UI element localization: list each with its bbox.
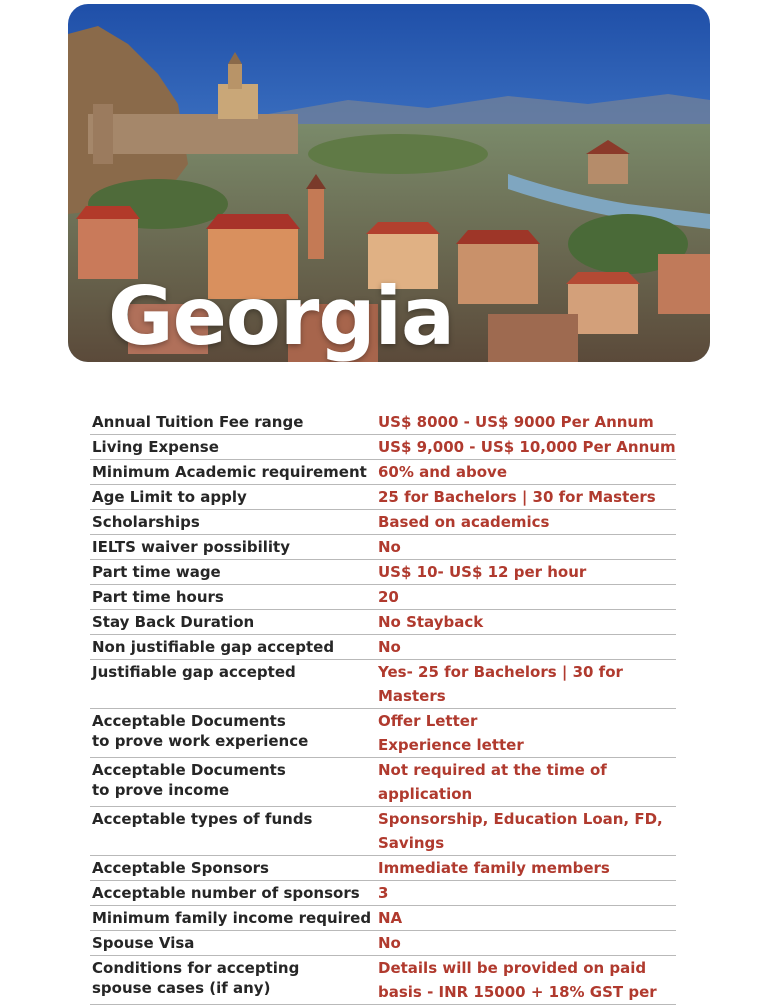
row-label: Living Expense (92, 438, 219, 456)
row-value: Offer Letter Experience letter (378, 712, 524, 754)
table-row (90, 435, 676, 460)
row-value: Sponsorship, Education Loan, FD, Savings (378, 810, 663, 852)
row-value: US$ 9,000 - US$ 10,000 Per Annum (378, 438, 676, 456)
row-label: Spouse Visa (92, 934, 195, 952)
row-value: 25 for Bachelors | 30 for Masters (378, 488, 656, 506)
table-row (90, 585, 676, 610)
row-value: NA (378, 909, 403, 927)
table-row (90, 758, 676, 807)
row-value: No (378, 934, 401, 952)
table-row (90, 560, 676, 585)
table-row (90, 956, 676, 1005)
row-value: Immediate family members (378, 859, 610, 877)
row-label: Acceptable number of sponsors (92, 884, 360, 902)
table-row (90, 410, 676, 435)
row-label: Annual Tuition Fee range (92, 413, 304, 431)
row-value: 60% and above (378, 463, 508, 481)
row-label: Minimum family income required (92, 909, 372, 927)
row-value: No (378, 538, 401, 556)
row-label: Conditions for accepting spouse cases (if any) (92, 959, 300, 997)
table-row (90, 906, 676, 931)
table-row (90, 709, 676, 758)
row-value: 3 (378, 884, 389, 902)
table-row (90, 635, 676, 660)
row-label: Minimum Academic requirement (92, 463, 367, 481)
table-row (90, 856, 676, 881)
row-label: Acceptable Sponsors (92, 859, 269, 877)
row-label: Part time wage (92, 563, 221, 581)
row-label: Acceptable types of funds (92, 810, 313, 828)
row-value: No Stayback (378, 613, 484, 631)
table-row (90, 460, 676, 485)
table-row (90, 807, 676, 856)
row-value: US$ 8000 - US$ 9000 Per Annum (378, 413, 654, 431)
row-value: Details will be provided on paid basis - INR 15000 + 18% GST per (378, 959, 657, 1001)
row-label: Scholarships (92, 513, 200, 531)
row-label: Stay Back Duration (92, 613, 255, 631)
row-value: Based on academics (378, 513, 550, 531)
row-label: Acceptable Documents to prove work experience (92, 712, 309, 750)
row-value: Not required at the time of application (378, 761, 607, 803)
row-label: Acceptable Documents to prove income (92, 761, 286, 799)
row-label: Non justifiable gap accepted (92, 638, 335, 656)
hero-title: Georgia (108, 270, 455, 362)
row-label: IELTS waiver possibility (92, 538, 291, 556)
row-label: Justifiable gap accepted (92, 663, 296, 681)
row-value: US$ 10- US$ 12 per hour (378, 563, 587, 581)
info-table (90, 410, 676, 1005)
table-row (90, 931, 676, 956)
table-row (90, 510, 676, 535)
row-value: Yes- 25 for Bachelors | 30 for Masters (378, 663, 623, 705)
table-row (90, 881, 676, 906)
row-label: Age Limit to apply (92, 488, 247, 506)
table-row (90, 485, 676, 510)
row-value: 20 (378, 588, 399, 606)
table-row (90, 610, 676, 635)
table-row (90, 535, 676, 560)
row-label: Part time hours (92, 588, 224, 606)
hero-image (68, 4, 710, 362)
table-row (90, 660, 676, 709)
row-value: No (378, 638, 401, 656)
